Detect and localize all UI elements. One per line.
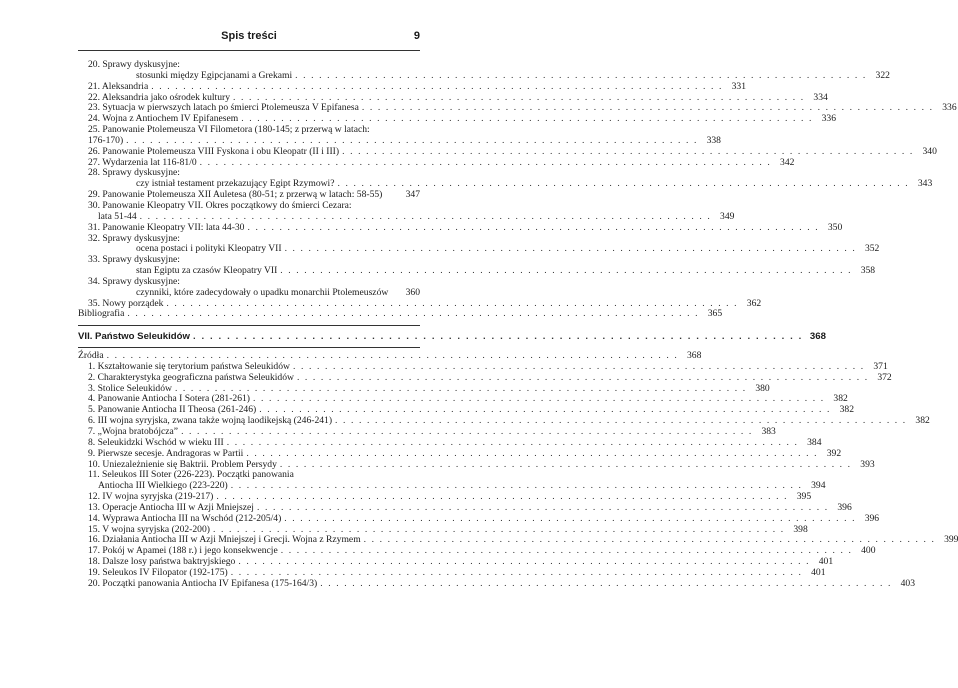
toc-page-number: 358 xyxy=(860,265,876,277)
toc-entry-label: 16. Działania Antiocha III w Azji Mniejszej i Grecji. Wojna z Rzymem xyxy=(88,534,361,546)
toc-entry-label: 176-170) xyxy=(88,134,124,146)
toc-entry-label: 13. Operacje Antiocha III w Azji Mniejszej xyxy=(88,501,254,513)
toc-page-number: 393 xyxy=(860,458,875,470)
toc-page-number: 368 xyxy=(686,350,702,362)
toc-leader-dots: . . . . . . . . . . . . . . . . . . . . . . . . . . . . . . . . . . . . . . . . . . . . . . . . . . . . . . . . . . . . . . . . . . . . . . . . xyxy=(296,371,869,383)
toc-entry-label: 12. IV wojna syryjska (219-217) xyxy=(88,491,214,503)
toc-entry-label: 3. Stolice Seleukidów xyxy=(88,382,172,394)
toc-chapter-entry xyxy=(78,331,826,343)
toc-entry xyxy=(78,512,880,525)
toc-leader-dots: . . . . . . . . . . . . . . . . . . . . . . . . . . . . . . . . . . . . . . . . . . . . . . . . . . . . . . . . . . . . . . . . . . . . . . . . xyxy=(361,102,934,114)
toc-page-number: 343 xyxy=(917,178,933,190)
toc-leader-dots: . . . . . . . . . . . . . . . . . . . . . . . . . . . . . . . . . . . . . . . . . . . . . . . . . . . . . . . . . . . . . . . . . . . . . . . . xyxy=(230,566,803,578)
toc-leader-dots: . . . . . . . . . . . . . . . . . . . . . . . . . . . . . . . . . . . . . . . . . . . . . . . . . . . . . . . . . . . . . . . . . . . . . . . . xyxy=(226,436,799,448)
toc-page-number: 349 xyxy=(720,210,735,222)
toc-entry-label: stosunki między Egipcjanami a Grekami xyxy=(136,69,293,81)
toc-entry-label: 14. Wyprawa Antiocha III na Wschód (212-205/4) xyxy=(88,512,282,524)
toc-entry-label: 15. V wojna syryjska (202-200) xyxy=(88,523,210,535)
page-number: 9 xyxy=(413,30,420,42)
toc-leader-dots: . . . . . . . . . . . . . . . . . . . . . . . . . . . . . . . . . . . . . . . . . . . . . . . . . . . . . . . . . . . . . . . . . . . . . . . . xyxy=(292,360,865,372)
toc-leader-dots: . . . . . . . . . . . . . . . . . . . . . . . . . . . . . . . . . . . . . . . . . . . . . . . . . . . . . . . . . . . . . . . . . . . . . . . . xyxy=(280,545,853,557)
toc-page-number: 350 xyxy=(827,221,843,233)
toc-leader-dots: . . . . . . . . . . . . . . . . . . . . . . . . . . . . . . . . . . . . . . . . . . . . . . . . . . . . . . . . . . . . . . . . . . . . . . . . xyxy=(241,113,813,125)
toc-entry-label: 23. Sytuacja w pierwszych latach po śmierci Ptolemeusza V Epifanesa xyxy=(88,102,359,114)
toc-entry-label: czy istniał testament przekazujący Egipt Rzymowi? xyxy=(136,178,335,190)
toc-leader-dots: . . . . . . . . . . . . . . . . . . . . . . . . . . . . . . . . . . . . . . . . . . . . . . . . . . . . . . . . . . . . . . . . . . . . . . . . xyxy=(295,69,867,81)
toc-entry xyxy=(78,288,420,299)
toc-page-number: 371 xyxy=(873,360,888,372)
toc-page-number: 365 xyxy=(707,308,723,320)
toc-entry-label: 34. Sprawy dyskusyjne: xyxy=(88,275,180,287)
toc-leader-dots: . . . . . . . . . . . . . . . . . . . . . . . . . . . . . . . . . . . . . . . . . . . . . . . . . . . . . . . . . . . . . . . . . . . . . . . . xyxy=(199,156,772,168)
toc-page-number: 399 xyxy=(944,534,958,546)
toc-entry-label: 26. Panowanie Ptolemeusza VIII Fyskona i obu Kleopatr (II i III) xyxy=(88,145,340,157)
toc-page-number: 368 xyxy=(809,331,826,343)
toc-page-number: 331 xyxy=(731,80,746,92)
toc-leader-dots: . . . . . . . . . . . . . . . . . . . . . . . . . . . . . . . . . . . . . . . . . . . . . . . . . . . . . . . . . . . . . . . . . . . . . . . . xyxy=(284,243,857,255)
toc-entry-label: 33. Sprawy dyskusyjne: xyxy=(88,254,180,266)
toc-leader-dots: . . . . . . . . . . . . . . . . . . . . . . . . . . . . . . . . . . . . . . . . . . . . . . . . . . . . . . . . . . . . . . . . . . . . . . . . xyxy=(335,415,907,427)
section-rule xyxy=(78,325,420,326)
toc-entry-label: 18. Dalsze losy państwa baktryjskiego xyxy=(88,556,236,568)
toc-entry-label: Bibliografia xyxy=(78,308,125,320)
toc-page-number: 380 xyxy=(755,382,770,394)
toc-entry xyxy=(78,221,843,234)
toc-entry-label: 6. III wojna syryjska, zwana także wojną laodikejską (246-241) xyxy=(88,415,333,427)
toc-page-number: 396 xyxy=(864,512,880,524)
toc-entry-label: lata 51-44 xyxy=(98,210,137,222)
toc-entry-label: 31. Panowanie Kleopatry VII: lata 44-30 xyxy=(88,221,245,233)
toc-entry-label: 20. Sprawy dyskusyjne: xyxy=(88,59,180,70)
toc-page-number: 362 xyxy=(746,297,762,309)
toc-leader-dots: . . . . . . . . . . . . . . . . . . . . . . . . . . . . . . . . . . . . . . . . . . . . . . . . . . . . . . . . . . . . . . . . . . . . . . . . xyxy=(238,556,811,568)
toc-leader-dots: . . . . . . . . . . . . . . . . . . . . . . . . . . . . . . . . . . . . . . . . . . . . . . . . . . . . . . . . . . . . . . . . . . . . . . . . xyxy=(259,404,831,416)
toc-entry-label: 25. Panowanie Ptolemeusza VI Filometora (180-145; z przerwą w latach: xyxy=(88,124,370,136)
toc-entry xyxy=(78,371,892,384)
toc-leader-dots: . . . . . . . . . . . . . . . . . . . . . . . . . . . . . . . . . . . . . . . . . . . . . . . . . . . . . . . . . . . . . . . . . . . . . . . . xyxy=(166,297,739,309)
toc-entry-label: 17. Pokój w Apamei (188 r.) i jego konsekwencje xyxy=(88,545,278,557)
toc-page-number: 383 xyxy=(761,426,776,437)
toc-leader-dots: . . . . . . . . . . . . . . . . . . . . . . . . . . . . . . . . . . . . . . . . . . . . . . . . . . . . . . . . . . . . . . . . . . . . . . . . xyxy=(280,265,853,277)
toc-page-number: 382 xyxy=(833,393,848,405)
toc-entry-label: 8. Seleukidzki Wschód w wieku III xyxy=(88,436,224,448)
toc-entry-label: czynniki, które zadecydowały o upadku monarchii Ptolemeuszów xyxy=(136,286,389,298)
toc-leader-dots: . . . . . . . . . . . . . . . . . . . . . . . . . . . . . . . . . . . . . . . . . . . . . . . . . . . . . . . . . . . . . . . . . . . . . . . . xyxy=(279,458,852,470)
toc-page-number: 401 xyxy=(818,556,834,568)
toc-entry-label: 24. Wojna z Antiochem IV Epifanesem xyxy=(88,113,239,125)
toc-entry-label: 21. Aleksandria xyxy=(88,80,149,92)
toc-leader-dots: . . . . . . . . . . . . . . . . . . . . . . . . . . . . . . . . . . . . . . . . . . . . . . . . . . . . . . . . . . . . . . . . . . . . . . . . xyxy=(106,350,679,362)
toc-entry xyxy=(78,447,842,460)
toc-page-number: 336 xyxy=(942,102,957,114)
toc-entry xyxy=(78,80,746,93)
toc-page-number: 392 xyxy=(826,447,842,459)
toc-leader-dots: . . . . . . . . . . . . . . . . . . . . . . . . . . . . . . . . . . . . . . . . . . . . . . . . . . . . . . . . . . . . . . . . . . . . . . . . xyxy=(247,221,820,233)
toc-entry xyxy=(78,308,723,320)
toc-page-number: 347 xyxy=(405,189,420,201)
running-title: Spis treści xyxy=(221,30,277,42)
toc-leader-dots: . . . . . . . . . . . . . . . . . . . . . . . . . . . . . . . . . . . . . . . . . . . . . . . . . . . . . . . . . . . . . . . . . . . . . . . . xyxy=(181,426,753,437)
toc-entry xyxy=(78,145,937,158)
toc-entry-label: VII. Państwo Seleukidów xyxy=(78,331,190,343)
toc-leader-dots: . . . . . . . . . . . . . . . . . . . . . . . . . . . . . . . . . . . . . . . . . . . . . . . . . . . . . . . . . . . . . . . . . . . . . . . . xyxy=(363,534,936,546)
toc-entry-label: 28. Sprawy dyskusyjne: xyxy=(88,167,180,179)
toc-page-number: 400 xyxy=(861,545,876,557)
toc-entry-label: 27. Wydarzenia lat 116-81/0 xyxy=(88,156,197,168)
toc-page-number: 384 xyxy=(807,436,822,448)
section-rule xyxy=(78,347,420,348)
toc-page-number: 334 xyxy=(813,91,828,103)
toc-page-number: 338 xyxy=(706,134,721,146)
toc-entry-label: Źródła xyxy=(78,350,104,362)
toc-page-number: 360 xyxy=(405,286,420,298)
table-of-contents xyxy=(78,59,958,590)
toc-entry-label: ocena postaci i polityki Kleopatry VII xyxy=(136,243,282,255)
toc-leader-dots: . . . . . . . . . . . . . . . . . . . . . . . . . . . . . . . . . . . . . . . . . . . . . . . . . . . . . . . . . . . . . . . . . . . . . . . . xyxy=(126,134,698,146)
running-header xyxy=(78,30,420,46)
toc-page-number: 340 xyxy=(922,145,937,157)
toc-page-number: 352 xyxy=(864,243,880,255)
toc-entry-label: 29. Panowanie Ptolemeusza XII Auletesa (80-51; z przerwą w latach: 58-55) xyxy=(88,189,383,201)
toc-page-number: 403 xyxy=(900,577,915,589)
toc-entry-label: 10. Uniezależnienie się Baktrii. Problem Persydy xyxy=(88,458,277,470)
toc-entry-label: 11. Seleukos III Soter (226-223). Początki panowania xyxy=(88,469,294,481)
toc-leader-dots: . . . . . . . . . . . . . . . . . . . . . . . . . . . . . . . . . . . . . . . . . . . . . . . . . . . . . . . . . . . . . . . . . . . . . . . . xyxy=(284,512,857,524)
toc-entry-label: 35. Nowy porządek xyxy=(88,297,164,309)
toc-entry-label: 9. Pierwsze secesje. Andragoras w Partii xyxy=(88,447,244,459)
toc-entry-label: 20. Początki panowania Antiocha IV Epifanesa (175-164/3) xyxy=(88,577,318,589)
toc-page-number: 382 xyxy=(915,415,930,427)
toc-page-number: 395 xyxy=(796,491,812,503)
header-rule xyxy=(78,50,420,51)
toc-entry-label: 32. Sprawy dyskusyjne: xyxy=(88,232,180,244)
toc-leader-dots: . . . . . . . . . . . . . . . . . . . . . . . . . . . . . . . . . . . . . . . . . . . . . . . . . . . . . . . . . . . . . . . . . . . . . . . . xyxy=(233,91,805,103)
toc-leader-dots: . . . . . . . . . . . . . . . . . . . . . . . . . . . . . . . . . . . . . . . . . . . . . . . . . . . . . . . . . . . . . . . . . . . . . . . . xyxy=(174,382,747,394)
toc-leader-dots: . . . . . . . . . . . . . . . . . . . . . . . . . . . . . . . . . . . . . . . . . . . . . . . . . . . . . . . . . . . . . . . . . . . . . . . . xyxy=(342,145,914,157)
toc-leader-dots: . . . . . . . . . . . . . . . . . . . . . . . . . . . . . . . . . . . . . . . . . . . . . . . . . . . . . . . . . . . . . . . . . . . . . . . . xyxy=(253,393,825,405)
toc-leader-dots: . . . . . . . . . . . . . . . . . . . . . . . . . . . . . . . . . . . . . . . . . . . . . . . . . . . . . . . . . . . . . . . . . . . . . . . . xyxy=(192,331,803,343)
toc-entry-label: 5. Panowanie Antiocha II Theosa (261-246) xyxy=(88,404,257,416)
toc-page-number: 394 xyxy=(811,480,826,492)
toc-leader-dots: . . . . . . . . . . . . . . . . . . . . . . . . . . . . . . . . . . . . . . . . . . . . . . . . . . . . . . . . . . . . . . . . . . . . . . . . xyxy=(212,523,785,535)
toc-leader-dots: . . . . . . . . . . . . . . . . . . . . . . . . . . . . . . . . . . . . . . . . . . . . . . . . . . . . . . . . . . . . . . . . . . . . . . . . xyxy=(139,210,712,222)
toc-leader-dots: . . . . . . . . . . . . . . . . . . . . . . . . . . . . . . . . . . . . . . . . . . . . . . . . . . . . . . . . . . . . . . . . . . . . . . . . xyxy=(151,80,723,92)
toc-leader-dots: . . . . . . . . . . . . . . . . . . . . . . . . . . . . . . . . . . . . . . . . . . . . . . . . . . . . . . . . . . . . . . . . . . . . . . . . xyxy=(246,447,819,459)
toc-entry-label: 2. Charakterystyka geograficzna państwa Seleukidów xyxy=(88,371,294,383)
toc-entry-label: 19. Seleukos IV Filopator (192-175) xyxy=(88,566,228,578)
toc-entry-label: 7. „Wojna bratobójcza” xyxy=(88,426,179,437)
toc-page-number: 336 xyxy=(821,113,836,125)
toc-entry-label: 22. Aleksandria jako ośrodek kultury xyxy=(88,91,231,103)
toc-entry-label: 30. Panowanie Kleopatry VII. Okres początkowy do śmierci Cezara: xyxy=(88,199,352,211)
toc-entry-label: Antiocha III Wielkiego (223-220) xyxy=(98,480,228,492)
toc-leader-dots: . . . . . . . . . . . . . . . . . . . . . . . . . . . . . . . . . . . . . . . . . . . . . . . . . . . . . . . . . . . . . . . . . . . . . . . . xyxy=(230,480,803,492)
toc-entry-label: 1. Kształtowanie się terytorium państwa Seleukidów xyxy=(88,360,290,372)
toc-entry xyxy=(78,577,915,590)
toc-entry-label: stan Egiptu za czasów Kleopatry VII xyxy=(136,265,278,277)
toc-leader-dots: . . . . . . . . . . . . . . . . . . . . . . . . . . . . . . . . . . . . . . . . . . . . . . . . . . . . . . . . . . . . . . . . . . . . . . . . xyxy=(320,577,892,589)
toc-leader-dots: . . . . . . . . . . . . . . . . . . . . . . . . . . . . . . . . . . . . . . . . . . . . . . . . . . . . . . . . . . . . . . . . . . . . . . . . xyxy=(337,178,910,190)
toc-page-number: 322 xyxy=(875,69,890,81)
toc-page-number: 396 xyxy=(837,501,852,513)
toc-entry-label: 4. Panowanie Antiocha I Sotera (281-261) xyxy=(88,393,250,405)
toc-page-number: 342 xyxy=(780,156,795,168)
toc-page-number: 372 xyxy=(877,371,892,383)
toc-page-number: 382 xyxy=(839,404,854,416)
toc-leader-dots: . . . . . . . . . . . . . . . . . . . . . . . . . . . . . . . . . . . . . . . . . . . . . . . . . . . . . . . . . . . . . . . . . . . . . . . . xyxy=(256,501,829,513)
toc-page-number: 401 xyxy=(811,566,826,578)
toc-page-number: 398 xyxy=(793,523,808,535)
toc-leader-dots: . . . . . . . . . . . . . . . . . . . . . . . . . . . . . . . . . . . . . . . . . . . . . . . . . . . . . . . . . . . . . . . . . . . . . . . . xyxy=(127,308,700,320)
toc-leader-dots: . . . . . . . . . . . . . . . . . . . . . . . . . . . . . . . . . . . . . . . . . . . . . . . . . . . . . . . . . . . . . . . . . . . . . . . . xyxy=(216,491,789,503)
